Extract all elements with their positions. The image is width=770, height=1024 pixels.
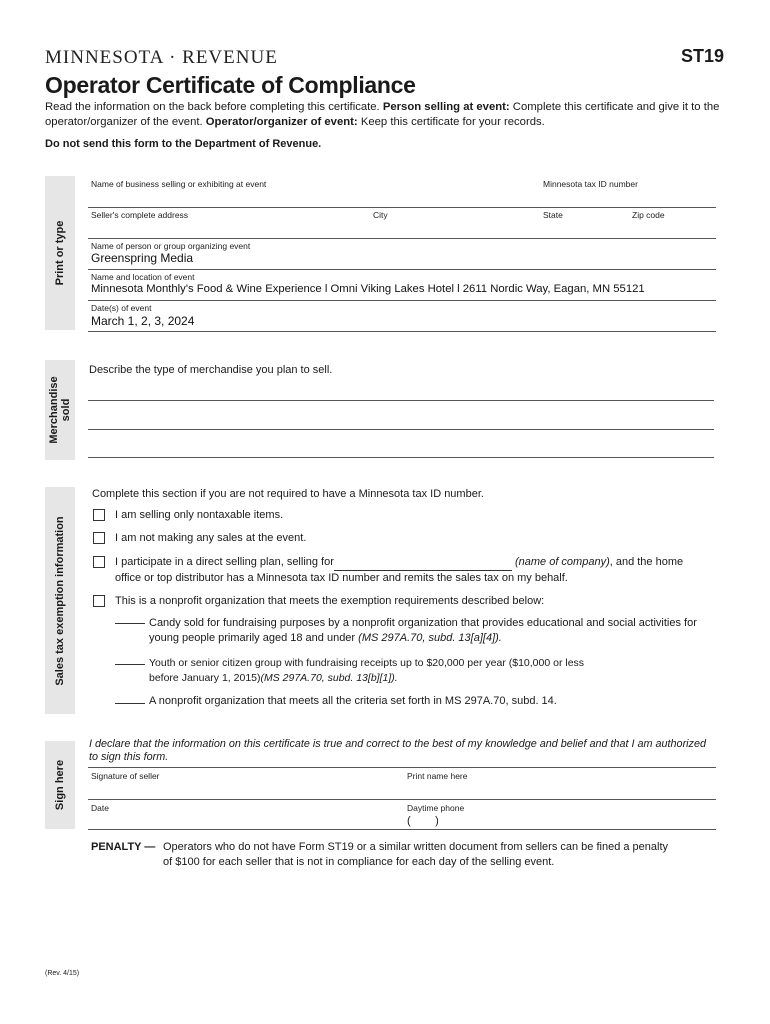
sign-section-tab xyxy=(45,741,75,829)
nonprofit-criteria-blank[interactable] xyxy=(115,693,145,704)
intro-part: Complete this certificate and give it to the operator/organizer of the event. xyxy=(45,101,720,128)
side-label: Print or type xyxy=(54,220,66,286)
no-sales-checkbox[interactable] xyxy=(93,532,105,544)
youth-statute: (MS 297A.70, subd. 13[b][1]). xyxy=(260,672,398,684)
print-section-tab xyxy=(45,176,75,330)
organizer-field-line xyxy=(88,269,716,270)
zip-label: Zip code xyxy=(632,210,665,220)
intro-text xyxy=(45,100,725,130)
youth-group-blank[interactable] xyxy=(115,654,145,665)
event-value[interactable]: Minnesota Monthly's Food & Wine Experience l Omni Viking Lakes Hotel l 2611 Nordic Way, Eagan, MN 55121 xyxy=(91,283,645,295)
address-label: Seller's complete address xyxy=(91,210,189,220)
intro-bold: Person selling at event: xyxy=(382,101,510,113)
nonprofit-checkbox[interactable] xyxy=(93,595,105,607)
intro-bold: Operator/organizer of event: xyxy=(205,116,358,128)
dates-field-line xyxy=(88,331,716,332)
direct-selling-label xyxy=(115,555,715,586)
state-label: State xyxy=(543,210,563,220)
do-not-send-note: Do not send this form to the Department of Revenue. xyxy=(45,138,322,150)
company-name-field[interactable] xyxy=(334,555,512,571)
dates-label: Date(s) of event xyxy=(91,303,152,313)
penalty-line: of $100 for each seller that is not in compliance for each day of the selling event. xyxy=(163,856,555,868)
business-name-label: Name of business selling or exhibiting at event xyxy=(91,179,267,189)
address-field[interactable] xyxy=(88,238,716,239)
candy-statute: (MS 297A.70, subd. 13[a][4]). xyxy=(358,632,502,644)
exemption-intro: Complete this section if you are not required to have a Minnesota tax ID number. xyxy=(92,488,484,500)
youth-text: Youth or senior citizen group with fundraising receipts up to $20,000 per year ($10,000 or less xyxy=(149,657,585,669)
organizer-label: Name of person or group organizing event xyxy=(91,241,251,251)
exemption-section-tab xyxy=(45,487,75,714)
organizer-value[interactable]: Greenspring Media xyxy=(91,251,194,265)
youth-text: before January 1, 2015) xyxy=(149,672,261,684)
phone-label: Daytime phone xyxy=(407,803,465,813)
direct-selling-text: I participate in a direct selling plan, selling for xyxy=(115,556,334,568)
intro-part: Read the information on the back before completing this certificate. xyxy=(45,101,383,113)
nonprofit-criteria-option: A nonprofit organization that meets all the criteria set forth in MS 297A.70, subd. 14. xyxy=(149,695,557,707)
merchandise-line-1[interactable] xyxy=(88,400,714,401)
event-label: Name and location of event xyxy=(91,272,195,282)
signature-label: Signature of seller xyxy=(91,771,160,781)
side-label: Sales tax exemption information xyxy=(54,515,66,686)
side-label: Merchandise sold xyxy=(48,376,72,444)
candy-text: young people primarily aged 18 and under xyxy=(149,632,359,644)
side-label: Sign here xyxy=(54,759,66,811)
brand-logo: MINNESOTA · REVENUE xyxy=(45,47,278,68)
merchandise-section-tab xyxy=(45,360,75,460)
youth-group-option xyxy=(149,656,719,686)
tax-id-label: Minnesota tax ID number xyxy=(543,179,638,189)
merchandise-line-3[interactable] xyxy=(88,457,714,458)
penalty-text xyxy=(163,840,723,870)
city-label: City xyxy=(373,210,388,220)
no-sales-label: I am not making any sales at the event. xyxy=(115,532,307,544)
event-field-line xyxy=(88,300,716,301)
candy-blank[interactable] xyxy=(115,613,145,624)
direct-selling-text: office or top distributor has a Minnesota tax ID number and remits the sales tax on my behalf. xyxy=(115,572,568,584)
nonprofit-label: This is a nonprofit organization that meets the exemption requirements described below: xyxy=(115,595,545,607)
print-name-label: Print name here xyxy=(407,771,468,781)
direct-selling-checkbox[interactable] xyxy=(93,556,105,568)
form-id: ST19 xyxy=(680,46,724,66)
nontaxable-checkbox[interactable] xyxy=(93,509,105,521)
penalty-label: PENALTY — xyxy=(91,841,156,853)
penalty-line: Operators who do not have Form ST19 or a similar written document from sellers can be fined a penalty xyxy=(163,841,669,853)
merchandise-line-2[interactable] xyxy=(88,429,714,430)
date-label: Date xyxy=(91,803,109,813)
intro-part: Keep this certificate for your records. xyxy=(357,116,545,128)
candy-option xyxy=(149,616,719,646)
page-title: Operator Certificate of Compliance xyxy=(45,72,416,98)
declaration-line xyxy=(88,767,716,768)
signature-field[interactable] xyxy=(88,799,716,800)
dates-value[interactable]: March 1, 2, 3, 2024 xyxy=(91,314,195,328)
declaration-text: I declare that the information on this certificate is true and correct to the best of my knowledge and belief and that I am authorized to sign this form. xyxy=(89,738,706,763)
company-name-hint: (name of company) xyxy=(514,556,610,568)
date-phone-field[interactable] xyxy=(88,829,716,830)
revision-note: (Rev. 4/15) xyxy=(45,970,80,977)
nontaxable-label: I am selling only nontaxable items. xyxy=(115,509,284,521)
phone-area-code[interactable]: ( ) xyxy=(407,815,439,827)
direct-selling-text: , and the home xyxy=(609,556,684,568)
merchandise-prompt: Describe the type of merchandise you plan to sell. xyxy=(89,364,333,376)
business-name-field[interactable] xyxy=(88,207,716,208)
candy-text: Candy sold for fundraising purposes by a nonprofit organization that provides educational and social activities for xyxy=(149,617,697,629)
